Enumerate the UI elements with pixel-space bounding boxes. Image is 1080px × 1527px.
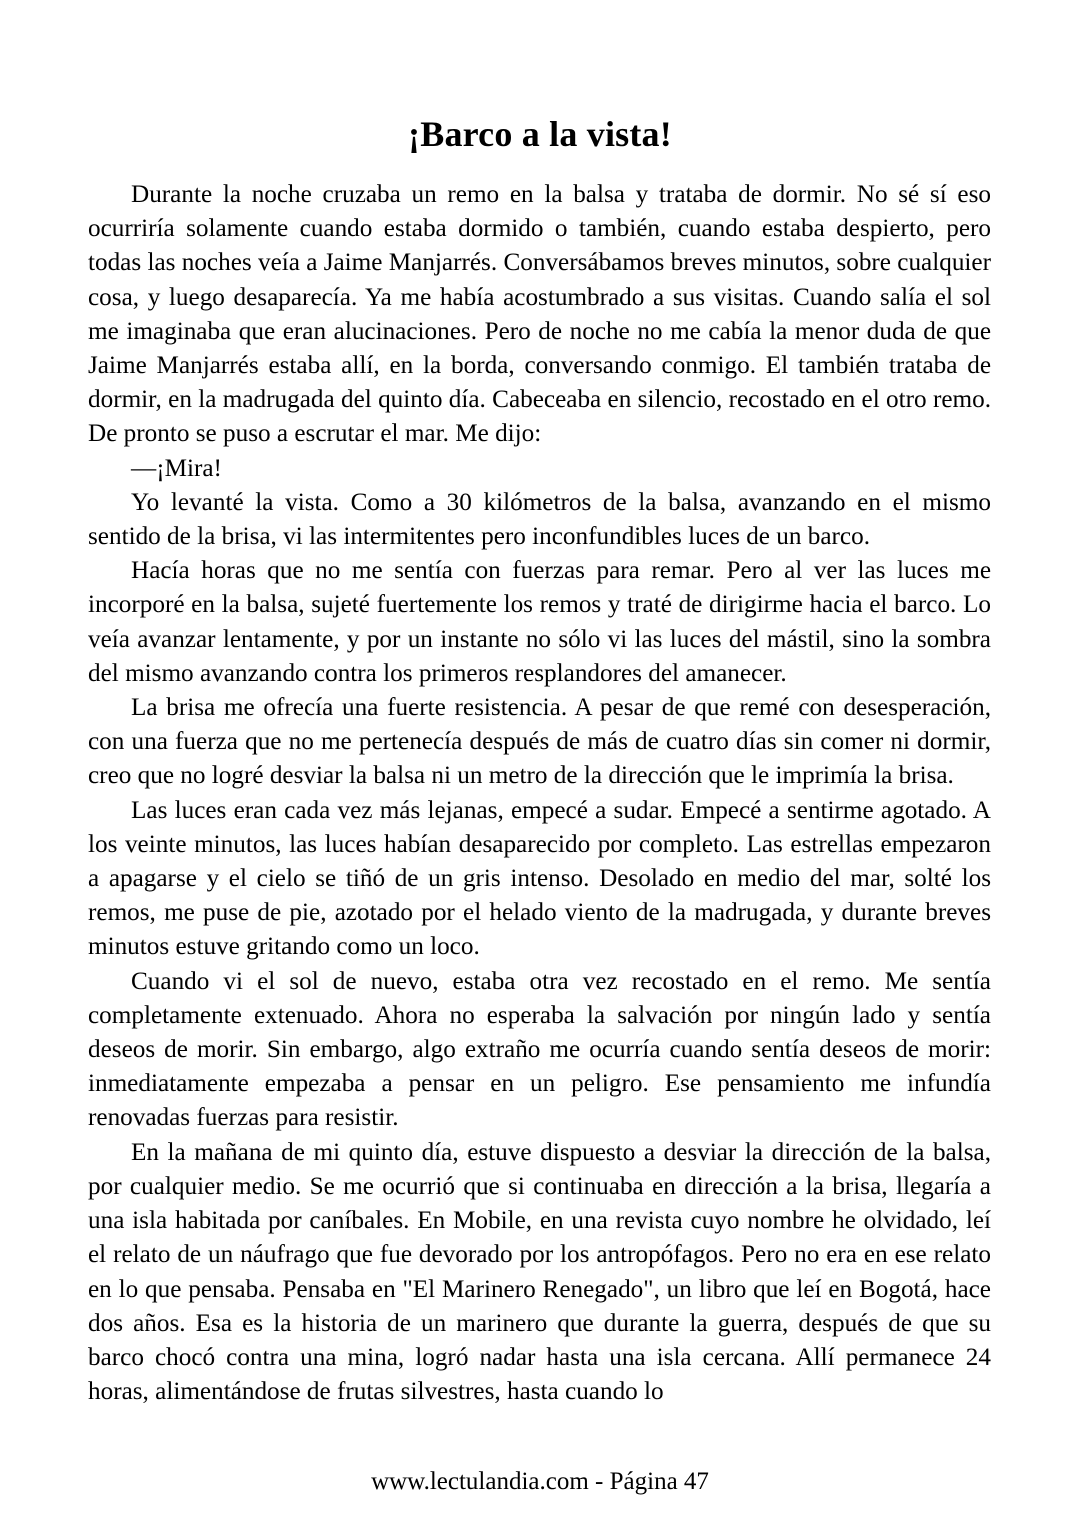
paragraph: Hacía horas que no me sentía con fuerzas para remar. Pero al ver las luces me incorporé en la balsa, sujeté fuertemente los remos y traté de dirigirme hacia el barco. Lo veía avanzar lentamente, y por un instante no sólo vi las luces del mástil, sino la sombra del mismo avanzando contra los primeros resplandores del amanecer. — [88, 557, 991, 687]
paragraph-dialogue: —¡Mira! — [131, 454, 222, 482]
paragraph: Durante la noche cruzaba un remo en la balsa y trataba de dormir. No sé sí eso ocurriría solamente cuando estaba dormido o también, cuando estaba despierto, pero todas las noches veía a Jaime Manjarrés. Conversábamos breves minutos, sobre cualquier cosa, y luego desaparecía. Ya me había acostumbrado a sus visitas. Cuando salía el sol me imaginaba que eran alucinaciones. Pero de noche no me cabía la menor duda de que Jaime Manjarrés estaba allí, en la borda, conversando conmigo. El también trataba de dormir, en la madrugada del quinto día. Cabeceaba en silencio, recostado en el otro remo. De pronto se puso a escrutar el mar. Me dijo: — [88, 181, 991, 448]
paragraph: Cuando vi el sol de nuevo, estaba otra vez recostado en el remo. Me sentía completamente extenuado. Ahora no esperaba la salvación por ningún lado y sentía deseos de morir. Sin embargo, algo extraño me ocurría cuando sentía deseos de morir: inmediatamente empezaba a pensar en un peligro. Ese pensamiento me infundía renovadas fuerzas para resistir. — [88, 967, 991, 1132]
page-title: ¡Barco a la vista! — [408, 114, 672, 155]
body-text-block — [88, 178, 991, 1409]
paragraph: Yo levanté la vista. Como a 30 kilómetros de la balsa, avanzando en el mismo sentido de la brisa, vi las intermitentes pero inconfundibles luces de un barco. — [88, 488, 991, 551]
page-footer: www.lectulandia.com - Página 47 — [371, 1468, 709, 1495]
paragraph: En la mañana de mi quinto día, estuve dispuesto a desviar la dirección de la balsa, por cualquier medio. Se me ocurrió que si continuaba en dirección a la brisa, llegaría a una isla habitada por caníbales. En Mobile, en una revista cuyo nombre he olvidado, leí el relato de un náufrago que fue devorado por los antropófagos. Pero no era en ese relato en lo que pensaba. Pensaba en "El Marinero Renegado", un libro que leí en Bogotá, hace dos años. Esa es la historia de un marinero que durante la guerra, después de que su barco chocó contra una mina, logró nadar hasta una isla cercana. Allí permanece 24 horas, alimentándose de frutas silvestres, hasta cuando lo — [88, 1138, 991, 1406]
paragraph: Las luces eran cada vez más lejanas, empecé a sudar. Empecé a sentirme agotado. A los veinte minutos, las luces habían desaparecido por completo. Las estrellas empezaron a apagarse y el cielo se tiñó de un gris intenso. Desolado en medio del mar, solté los remos, me puse de pie, azotado por el helado viento de la madrugada, y durante breves minutos estuve gritando como un loco. — [88, 796, 991, 961]
paragraph: La brisa me ofrecía una fuerte resistencia. A pesar de que remé con desesperación, con una fuerza que no me pertenecía después de más de cuatro días sin comer ni dormir, creo que no logré desviar la balsa ni un metro de la dirección que le imprimía la brisa. — [88, 694, 991, 790]
